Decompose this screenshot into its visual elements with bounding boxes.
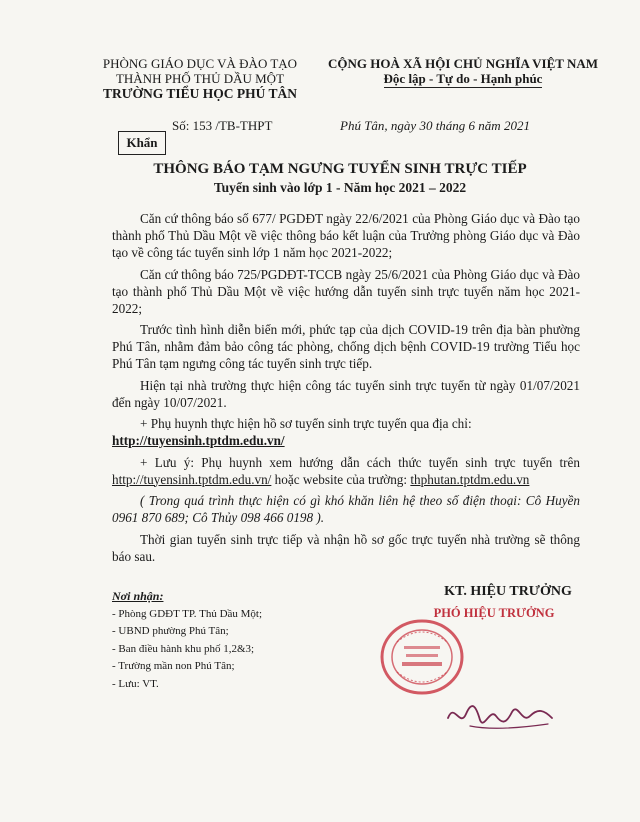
recipients-block bbox=[112, 588, 372, 693]
paragraph-8: Thời gian tuyển sinh trực tiếp và nhận hồ sơ gốc trực tuyến nhà trường sẽ thông báo sau. bbox=[112, 531, 580, 564]
paragraph-6 bbox=[112, 454, 580, 488]
paragraph-6-text: + Lưu ý: Phụ huynh xem hướng dẫn cách thức tuyển sinh trực tuyến trên bbox=[140, 454, 580, 470]
paragraph-6-mid: hoặc website của trường: bbox=[271, 471, 411, 487]
recipients-title: Nơi nhận: bbox=[112, 589, 164, 603]
document-date: Phú Tân, ngày 30 tháng 6 năm 2021 bbox=[340, 118, 530, 133]
guide-link[interactable]: http://tuyensinh.tptdm.edu.vn/ bbox=[112, 471, 272, 487]
paragraph-4: Hiện tại nhà trường thực hiện công tác tuyển sinh trực tuyến từ ngày 01/07/2021 đến ngày 10/07/2021. bbox=[112, 377, 580, 410]
paragraph-7: ( Trong quá trình thực hiện có gì khó khăn liên hệ theo số điện thoại: Cô Huyền 0961 870 689; Cô Thủy 098 466 0198 ). bbox=[112, 493, 580, 525]
paragraph-5-text: + Phụ huynh thực hiện hồ sơ tuyển sinh trực tuyến qua địa chỉ: bbox=[140, 416, 472, 431]
document-subtitle: Tuyển sinh vào lớp 1 - Năm học 2021 – 2022 bbox=[213, 180, 467, 195]
paragraph-3: Trước tình hình diễn biến mới, phức tạp của dịch COVID-19 trên địa bàn phường Phú Tân, nhằm đảm bảo công tác phòng, chống dịch bệnh COVID-19 trường Tiểu học Phú Tân tạm ngưng công tác tuyển sinh trực tiếp. bbox=[112, 322, 580, 371]
header-left bbox=[100, 56, 300, 101]
registration-link[interactable]: http://tuyensinh.tptdm.edu.vn/ bbox=[112, 433, 285, 448]
school-name: TRƯỜNG TIỂU HỌC PHÚ TÂN bbox=[102, 86, 298, 101]
paragraph-2: Căn cứ thông báo 725/PGDĐT-TCCB ngày 25/6/2021 của Phòng Giáo dục và Đào tạo thành phố Thủ Dầu Một về việc hướng dẫn tuyển sinh trực tuyến năm học 2021-2022; bbox=[112, 266, 580, 316]
document-body bbox=[112, 210, 580, 569]
recipient-item: - Phòng GDĐT TP. Thủ Dầu Một; bbox=[112, 607, 263, 620]
document-number: Số: 153 /TB-THPT bbox=[172, 118, 273, 133]
city-name: THÀNH PHỐ THỦ DẦU MỘT bbox=[115, 71, 285, 86]
deputy-title: PHÓ HIỆU TRƯỞNG bbox=[433, 606, 555, 620]
document-title: THÔNG BÁO TẠM NGƯNG TUYỂN SINH TRỰC TIẾP bbox=[153, 161, 527, 177]
national-motto: Độc lập - Tự do - Hạnh phúc bbox=[383, 71, 543, 86]
paragraph-5 bbox=[112, 415, 580, 449]
urgent-stamp: Khẩn bbox=[118, 131, 166, 155]
paragraph-1: Căn cứ thông báo số 677/ PGDĐT ngày 22/6/2021 của Phòng Giáo dục và Đào tạo thành phố Thủ Dầu Một về việc thông báo kết luận của Trưởng phòng Giáo dục và Đào tạo về công tác tuyển sinh lớp 1 năm học 2021-2022; bbox=[112, 211, 580, 260]
recipient-item: - Ban điều hành khu phố 1,2&3; bbox=[112, 642, 255, 655]
recipient-item: - Trường mần non Phú Tân; bbox=[112, 660, 235, 672]
recipient-item: - UBND phường Phú Tân; bbox=[112, 625, 229, 637]
department-name: PHÒNG GIÁO DỤC VÀ ĐÀO TẠO bbox=[102, 56, 298, 71]
school-website-link[interactable]: thphutan.tptdm.edu.vn bbox=[410, 471, 530, 487]
recipient-item: - Lưu: VT. bbox=[112, 677, 159, 690]
handwritten-signature-icon bbox=[440, 690, 560, 740]
signature-role: KT. HIỆU TRƯỞNG bbox=[444, 584, 572, 599]
header-right bbox=[318, 56, 608, 86]
national-title: CỘNG HOÀ XÃ HỘI CHỦ NGHĨA VIỆT NAM bbox=[327, 56, 599, 71]
